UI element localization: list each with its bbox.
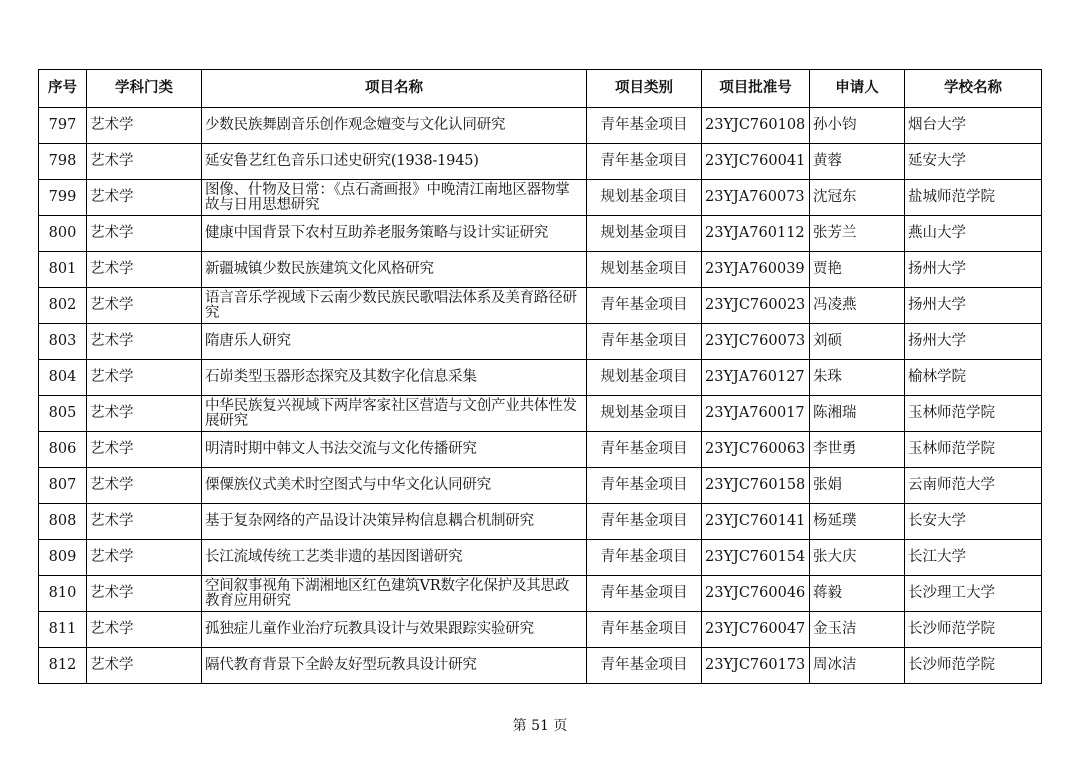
cell-applicant: 沈冠东 [810,180,905,216]
page-number: 第 51 页 [512,718,568,734]
cell-project-name: 明清时期中韩文人书法交流与文化传播研究 [202,432,587,468]
cell-seq: 804 [39,360,87,396]
cell-seq: 809 [39,540,87,576]
cell-approval-number: 23YJC760023 [702,288,810,324]
header-row [39,70,1042,108]
cell-school: 燕山大学 [905,216,1042,252]
cell-approval-number: 23YJC760073 [702,324,810,360]
cell-school: 扬州大学 [905,324,1042,360]
cell-project-type: 青年基金项目 [587,504,702,540]
table-row [39,360,1042,396]
cell-subject: 艺术学 [87,108,202,144]
cell-seq: 802 [39,288,87,324]
cell-subject: 艺术学 [87,396,202,432]
table-row [39,504,1042,540]
cell-subject: 艺术学 [87,504,202,540]
cell-school: 扬州大学 [905,288,1042,324]
table-row [39,252,1042,288]
cell-seq: 803 [39,324,87,360]
header-subject: 学科门类 [87,70,202,108]
table-row [39,612,1042,648]
cell-school: 长沙理工大学 [905,576,1042,612]
cell-seq: 798 [39,144,87,180]
cell-project-type: 规划基金项目 [587,216,702,252]
cell-project-type: 青年基金项目 [587,468,702,504]
cell-project-name: 傈僳族仪式美术时空图式与中华文化认同研究 [202,468,587,504]
cell-project-name: 孤独症儿童作业治疗玩教具设计与效果跟踪实验研究 [202,612,587,648]
cell-subject: 艺术学 [87,432,202,468]
cell-school: 延安大学 [905,144,1042,180]
cell-seq: 807 [39,468,87,504]
cell-applicant: 贾艳 [810,252,905,288]
table-row [39,432,1042,468]
cell-school: 长江大学 [905,540,1042,576]
cell-applicant: 杨延璞 [810,504,905,540]
cell-seq: 811 [39,612,87,648]
cell-school: 烟台大学 [905,108,1042,144]
cell-subject: 艺术学 [87,468,202,504]
cell-school: 玉林师范学院 [905,396,1042,432]
header-approval-number: 项目批准号 [702,70,810,108]
cell-subject: 艺术学 [87,180,202,216]
cell-approval-number: 23YJC760063 [702,432,810,468]
table-row [39,324,1042,360]
cell-subject: 艺术学 [87,144,202,180]
cell-project-name: 空间叙事视角下湖湘地区红色建筑VR数字化保护及其思政教育应用研究 [202,576,587,612]
header-school: 学校名称 [905,70,1042,108]
cell-applicant: 李世勇 [810,432,905,468]
cell-approval-number: 23YJA760039 [702,252,810,288]
cell-applicant: 冯凌燕 [810,288,905,324]
cell-seq: 797 [39,108,87,144]
cell-seq: 801 [39,252,87,288]
cell-project-name: 新疆城镇少数民族建筑文化风格研究 [202,252,587,288]
cell-project-type: 青年基金项目 [587,648,702,684]
cell-approval-number: 23YJA760017 [702,396,810,432]
cell-subject: 艺术学 [87,540,202,576]
cell-approval-number: 23YJC760047 [702,612,810,648]
cell-approval-number: 23YJC760108 [702,108,810,144]
table-row [39,648,1042,684]
cell-project-type: 规划基金项目 [587,180,702,216]
cell-school: 云南师范大学 [905,468,1042,504]
cell-applicant: 孙小钧 [810,108,905,144]
table-row [39,108,1042,144]
cell-project-name: 长江流域传统工艺类非遗的基因图谱研究 [202,540,587,576]
cell-project-name: 基于复杂网络的产品设计决策异构信息耦合机制研究 [202,504,587,540]
cell-approval-number: 23YJC760041 [702,144,810,180]
cell-applicant: 蒋毅 [810,576,905,612]
cell-seq: 800 [39,216,87,252]
cell-project-name: 少数民族舞剧音乐创作观念嬗变与文化认同研究 [202,108,587,144]
cell-project-name: 健康中国背景下农村互助养老服务策略与设计实证研究 [202,216,587,252]
cell-project-name: 隔代教育背景下全龄友好型玩教具设计研究 [202,648,587,684]
cell-seq: 810 [39,576,87,612]
cell-project-type: 青年基金项目 [587,612,702,648]
cell-approval-number: 23YJC760173 [702,648,810,684]
cell-project-type: 青年基金项目 [587,432,702,468]
table-row [39,540,1042,576]
cell-project-type: 青年基金项目 [587,540,702,576]
cell-school: 长沙师范学院 [905,612,1042,648]
cell-applicant: 黄蓉 [810,144,905,180]
cell-project-name: 石峁类型玉器形态探究及其数字化信息采集 [202,360,587,396]
cell-project-type: 规划基金项目 [587,396,702,432]
cell-school: 扬州大学 [905,252,1042,288]
cell-approval-number: 23YJA760073 [702,180,810,216]
header-applicant: 申请人 [810,70,905,108]
cell-project-name: 隋唐乐人研究 [202,324,587,360]
cell-project-name: 语言音乐学视域下云南少数民族民歌唱法体系及美育路径研究 [202,288,587,324]
cell-project-type: 青年基金项目 [587,576,702,612]
cell-school: 玉林师范学院 [905,432,1042,468]
cell-subject: 艺术学 [87,612,202,648]
table-row [39,216,1042,252]
table-row [39,468,1042,504]
table-row [39,144,1042,180]
cell-seq: 805 [39,396,87,432]
cell-project-type: 规划基金项目 [587,252,702,288]
cell-project-type: 青年基金项目 [587,288,702,324]
header-seq: 序号 [39,70,87,108]
cell-project-type: 青年基金项目 [587,144,702,180]
cell-project-type: 规划基金项目 [587,360,702,396]
cell-approval-number: 23YJA760112 [702,216,810,252]
cell-applicant: 陈湘瑞 [810,396,905,432]
cell-subject: 艺术学 [87,288,202,324]
cell-subject: 艺术学 [87,576,202,612]
cell-project-type: 青年基金项目 [587,108,702,144]
cell-applicant: 金玉洁 [810,612,905,648]
cell-applicant: 张芳兰 [810,216,905,252]
cell-applicant: 张娟 [810,468,905,504]
project-table [38,69,1042,684]
cell-subject: 艺术学 [87,648,202,684]
cell-applicant: 周冰洁 [810,648,905,684]
cell-project-name: 中华民族复兴视域下两岸客家社区营造与文创产业共体性发展研究 [202,396,587,432]
table-row [39,396,1042,432]
cell-project-name: 图像、什物及日常：《点石斋画报》中晚清江南地区器物掌故与日用思想研究 [202,180,587,216]
cell-seq: 812 [39,648,87,684]
cell-approval-number: 23YJC760046 [702,576,810,612]
cell-subject: 艺术学 [87,252,202,288]
table-row [39,288,1042,324]
cell-applicant: 朱珠 [810,360,905,396]
cell-subject: 艺术学 [87,360,202,396]
cell-subject: 艺术学 [87,216,202,252]
cell-subject: 艺术学 [87,324,202,360]
cell-approval-number: 23YJC760141 [702,504,810,540]
cell-seq: 806 [39,432,87,468]
table-row [39,180,1042,216]
cell-seq: 808 [39,504,87,540]
cell-applicant: 张大庆 [810,540,905,576]
cell-school: 盐城师范学院 [905,180,1042,216]
cell-applicant: 刘硕 [810,324,905,360]
cell-school: 榆林学院 [905,360,1042,396]
cell-project-type: 青年基金项目 [587,324,702,360]
cell-project-name: 延安鲁艺红色音乐口述史研究(1938-1945) [202,144,587,180]
header-project-type: 项目类别 [587,70,702,108]
table-row [39,576,1042,612]
cell-seq: 799 [39,180,87,216]
header-project-name: 项目名称 [202,70,587,108]
cell-approval-number: 23YJA760127 [702,360,810,396]
cell-school: 长安大学 [905,504,1042,540]
cell-approval-number: 23YJC760158 [702,468,810,504]
cell-school: 长沙师范学院 [905,648,1042,684]
cell-approval-number: 23YJC760154 [702,540,810,576]
